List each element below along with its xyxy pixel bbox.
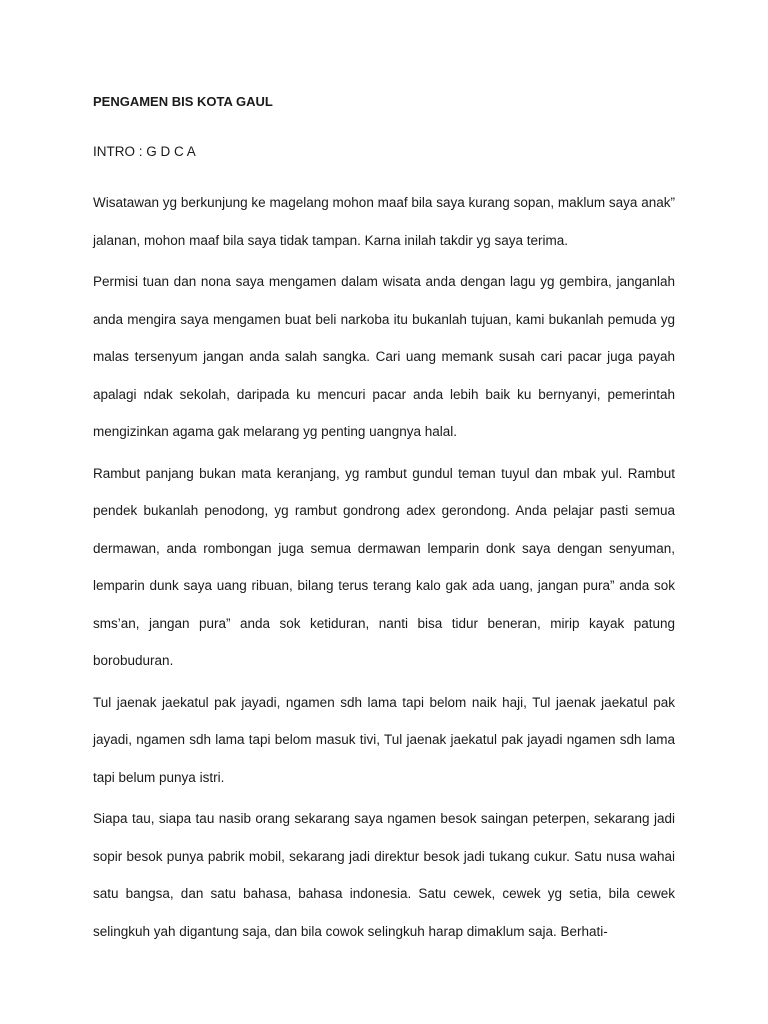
intro-chords: INTRO : G D C A [93,144,196,159]
document-title: PENGAMEN BIS KOTA GAUL [93,94,273,109]
paragraph-2: Permisi tuan dan nona saya mengamen dalam wisata anda dengan lagu yg gembira, janganlah anda mengira saya mengamen buat beli narkoba itu bukanlah tujuan, kami bukanlah pemuda yg malas tersenyum jangan anda salah sangka. Cari uang memank susah cari pacar juga payah apalagi ndak sekolah, daripada ku mencuri pacar anda lebih baik ku bernyanyi, pemerintah mengizinkan agama gak melarang yg penting uangnya halal. [93,274,675,439]
paragraph-1: Wisatawan yg berkunjung ke magelang mohon maaf bila saya kurang sopan, maklum saya anak” jalanan, mohon maaf bila saya tidak tampan. Karna inilah takdir yg saya terima. [93,195,675,248]
paragraph-4: Tul jaenak jaekatul pak jayadi, ngamen sdh lama tapi belom naik haji, Tul jaenak jaekatul pak jayadi, ngamen sdh lama tapi belom masuk tivi, Tul jaenak jaekatul pak jayadi ngamen sdh lama tapi belum punya istri. [93,694,675,785]
document-body [93,93,675,963]
paragraph-5: Siapa tau, siapa tau nasib orang sekarang saya ngamen besok saingan peterpen, sekarang jadi sopir besok punya pabrik mobil, sekarang jadi direktur besok jadi tukang cukur. Satu nusa wahai satu bangsa, dan satu bahasa, bahasa indonesia. Satu cewek, cewek yg setia, bila cewek selingkuh yah digantung saja, dan bila cowok selingkuh harap dimaklum saja. Berhati- [93,811,675,939]
paragraph-3: Rambut panjang bukan mata keranjang, yg rambut gundul teman tuyul dan mbak yul. Rambut pendek bukanlah penodong, yg rambut gondrong adex gerondong. Anda pelajar pasti semua dermawan, anda rombongan juga semua dermawan lemparin donk saya dengan senyuman, lemparin dunk saya uang ribuan, bilang terus terang kalo gak ada uang, jangan pura” anda sok sms’an, jangan pura” anda sok ketiduran, nanti bisa tidur beneran, mirip kayak patung borobuduran. [93,465,675,668]
